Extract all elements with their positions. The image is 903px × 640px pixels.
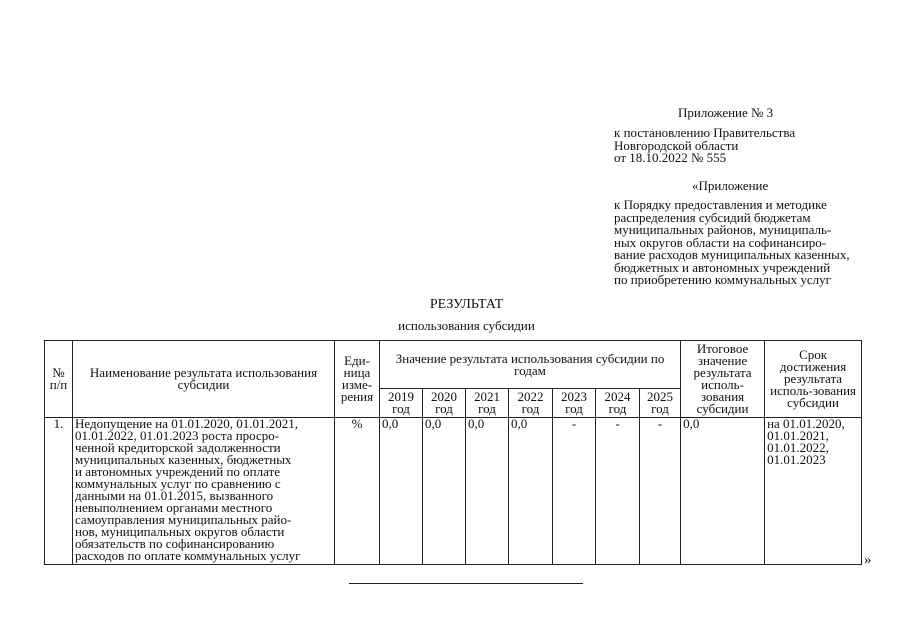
decree-line: Новгородской области: [614, 137, 739, 153]
header-deadline: Срок достижения результата исполь-зования субсидии: [765, 341, 862, 418]
row-total: 0,0: [681, 418, 765, 565]
header-num: № п/п: [45, 341, 73, 418]
row-name-line: данными на 01.01.2015, вызванного: [75, 488, 274, 503]
order-line: к Порядку предоставления и методике: [614, 197, 827, 212]
result-table: [44, 340, 862, 565]
row-value: 0,0: [423, 418, 466, 565]
row-name-line: расходов по оплате коммунальных услуг: [75, 548, 301, 563]
row-name-line: 01.01.2022, 01.01.2023 роста просро-: [75, 428, 280, 443]
row-num: 1.: [45, 418, 73, 565]
row-deadline-line: 01.01.2023: [767, 452, 826, 467]
appendix-title: Приложение № 3: [678, 105, 774, 120]
closing-quote: »: [864, 552, 872, 568]
header-values-group: Значение результата использования субсидии по годам: [380, 341, 681, 389]
header-year: 2019 год: [380, 389, 423, 418]
result-subtitle: использования субсидии: [398, 318, 535, 333]
row-name-line: ченной кредиторской задолженности: [75, 440, 281, 455]
row-value: -: [596, 418, 640, 565]
row-deadline-line: 01.01.2022,: [767, 440, 829, 455]
row-value: -: [553, 418, 596, 565]
row-name-line: Недопущение на 01.01.2020, 01.01.2021,: [75, 417, 298, 431]
row-deadline-line: 01.01.2021,: [767, 428, 829, 443]
row-deadline-line: на 01.01.2020,: [767, 417, 845, 431]
row-name-line: муниципальных казенных, бюджетных: [75, 452, 292, 467]
header-year: 2020 год: [423, 389, 466, 418]
header-total: Итоговое значение результата исполь-зования субсидии: [681, 341, 765, 418]
row-name-line: самоуправления муниципальных райо-: [75, 512, 292, 527]
row-name-line: коммунальных услуг по сравнению с: [75, 476, 281, 491]
row-deadline: [765, 418, 862, 565]
order-line: по приобретению коммунальных услуг: [614, 272, 831, 287]
header-year: 2021 год: [466, 389, 509, 418]
order-reference: [614, 199, 850, 287]
result-title: РЕЗУЛЬТАТ: [429, 297, 504, 312]
header-year: 2025 год: [640, 389, 681, 418]
header-year: 2023 год: [553, 389, 596, 418]
header-year: 2022 год: [509, 389, 553, 418]
table-row: [45, 418, 862, 565]
row-value: -: [640, 418, 681, 565]
row-unit: %: [335, 418, 380, 565]
decree-reference: [614, 127, 795, 165]
decree-line: к постановлению Правительства: [614, 125, 796, 140]
header-unit: Еди-ница изме-рения: [335, 341, 380, 418]
row-value: 0,0: [380, 418, 423, 565]
row-value: 0,0: [509, 418, 553, 565]
header-year: 2024 год: [596, 389, 640, 418]
order-line: ных округов области на софинансиро-: [614, 234, 827, 250]
order-line: распределения субсидий бюджетам: [614, 209, 811, 225]
order-appendix-title: «Приложение: [692, 178, 769, 193]
decree-line: от 18.10.2022 № 555: [614, 150, 727, 165]
row-value: 0,0: [466, 418, 509, 565]
order-line: муниципальных районов, муниципаль-: [614, 222, 832, 237]
row-name-line: невыполнением органами местного: [75, 500, 273, 515]
row-name-line: обязательств по софинансированию: [75, 536, 275, 551]
row-name-line: нов, муниципальных округов области: [75, 524, 285, 539]
order-line: вание расходов муниципальных казенных,: [614, 247, 850, 262]
order-line: бюджетных и автономных учреждений: [614, 259, 831, 275]
row-name: [73, 418, 335, 565]
row-name-line: и автономных учреждений по оплате: [75, 464, 281, 479]
header-name: Наименование результата использования субсидии: [73, 341, 335, 418]
footer-divider: [349, 583, 583, 584]
